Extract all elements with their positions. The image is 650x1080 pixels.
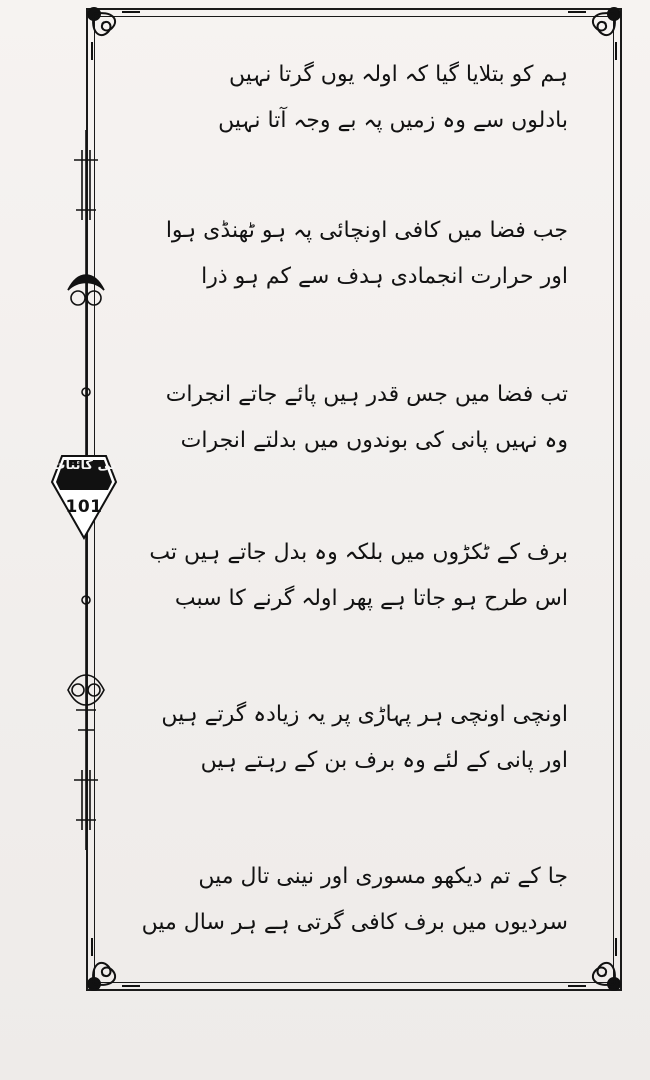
stanza xyxy=(161,692,568,784)
corner-ornament-top-left-icon xyxy=(82,2,142,62)
stanza xyxy=(166,208,568,300)
stanza xyxy=(218,52,568,144)
page-number: 101 xyxy=(65,497,103,517)
corner-ornament-bottom-right-icon xyxy=(566,936,626,996)
poem-line: وہ نہیں پانی کی بوندوں میں بدلتے انجرات xyxy=(180,428,568,453)
badge-title: بی کائنات xyxy=(52,458,116,473)
inner-border xyxy=(94,16,614,983)
poem-line: اس طرح ہو جاتا ہے پھر اولہ گرنے کا سبب xyxy=(174,586,568,611)
corner-ornament-bottom-left-icon xyxy=(82,936,142,996)
poem-line: جب فضا میں کافی اونچائی پہ ہو ٹھنڈی ہوا xyxy=(165,218,568,243)
poem-line: اونچی اونچی ہر پہاڑی پر یہ زیادہ گرتے ہیں xyxy=(161,702,568,727)
stanza xyxy=(149,530,568,622)
poem-line: جا کے تم دیکھو مسوری اور نینی تال میں xyxy=(198,864,568,889)
poem-line: ہم کو بتلایا گیا کہ اولہ یوں گرتا نہیں xyxy=(228,62,568,87)
poem-line: اور حرارت انجمادی ہدف سے کم ہو ذرا xyxy=(201,264,568,289)
poem-line: برف کے ٹکڑوں میں بلکہ وہ بدل جاتے ہیں تب xyxy=(149,540,568,565)
poem-line: سردیوں میں برف کافی گرتی ہے ہر سال میں xyxy=(141,910,568,935)
poem-line: تب فضا میں جس قدر ہیں پائے جاتے انجرات xyxy=(165,382,568,407)
stanza xyxy=(142,854,568,946)
poem-line: اور پانی کے لئے وہ برف بن کے رہتے ہیں xyxy=(200,748,568,773)
stanza xyxy=(166,372,568,464)
poem-line: بادلوں سے وہ زمیں پہ بے وجہ آتا نہیں xyxy=(218,108,568,133)
corner-ornament-top-right-icon xyxy=(566,2,626,62)
